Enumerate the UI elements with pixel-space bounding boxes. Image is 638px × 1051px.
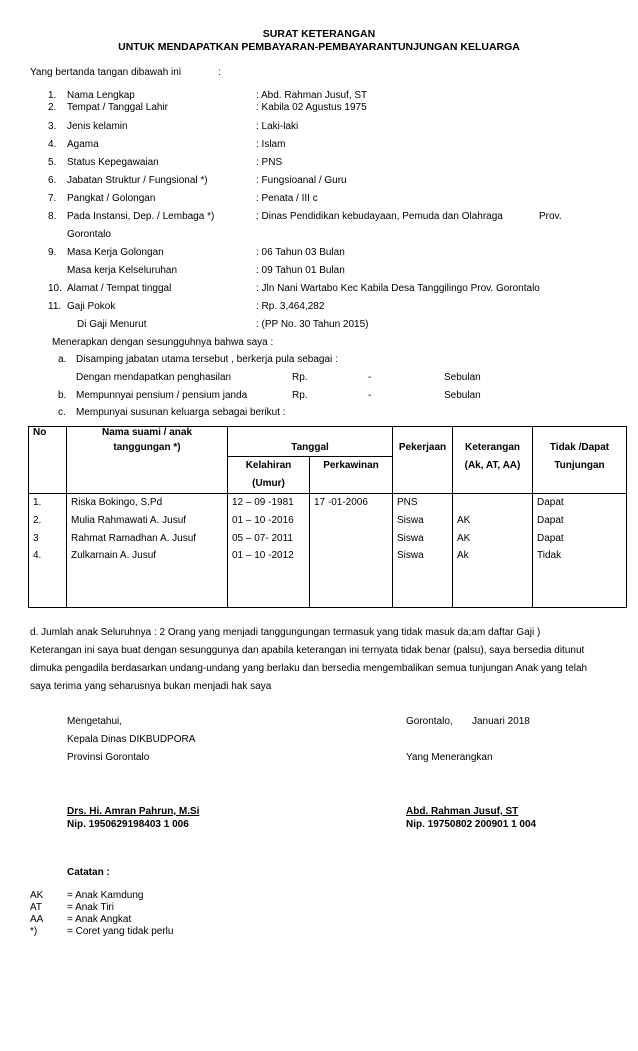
header-nama: Nama suami / anak [67,427,228,439]
item-per: Sebulan [444,372,481,383]
cell-kawin [310,512,393,530]
cell-dapat: Dapat [533,493,627,511]
sign-left-l2: Kepala Dinas DIKBUDPORA [67,734,196,745]
header-blank [29,457,67,475]
field-label: Masa Kerja Golongan [67,247,164,258]
cell-nama: Zulkarnain A. Jusuf [67,547,228,565]
field-value: : Jln Nani Wartabo Kec Kabila Desa Tanggilingo Prov. Gorontalo [256,283,540,294]
cell-lahir: 12 – 09 -1981 [228,493,310,511]
cell-empty [393,565,453,607]
intro-text: Yang bertanda tangan dibawah ini [30,67,182,78]
field-label: Agama [67,139,99,150]
header-blank [393,427,453,439]
field-no: 10. [48,283,62,294]
cell-lahir: 01 – 10 -2012 [228,547,310,565]
field-extra: Prov. [539,211,562,222]
item-text: Disamping jabatan utama tersebut , berkerja pula sebagai : [76,354,338,365]
field-no: 5. [48,157,57,168]
note-key: AK [30,890,44,901]
field-label: Status Kepegawaian [67,157,159,168]
intro-colon: : [218,67,221,78]
header-blank [533,427,627,439]
field-no: 3. [48,121,57,132]
note-key: AA [30,914,44,925]
cell-kerja: Siswa [393,530,453,548]
header-tanggal: Tanggal [228,439,393,457]
item-letter: c. [58,407,66,418]
item-rp: Rp. [292,372,308,383]
cell-ket: AK [453,512,533,530]
family-table [28,426,627,608]
field-value: : Penata / III c [256,193,318,204]
header-pekerjaan: Pekerjaan [393,439,453,457]
field-value: : Islam [256,139,286,150]
notes-title: Catatan : [67,867,110,878]
field-no: 7. [48,193,57,204]
cell-lahir: 01 – 10 -2016 [228,512,310,530]
field-value: : 09 Tahun 01 Bulan [256,265,345,276]
cell-kerja: Siswa [393,547,453,565]
field-value: : Dinas Pendidikan kebudayaan, Pemuda dan Olahraga [256,211,503,222]
cell-empty [228,565,310,607]
field-no: 4. [48,139,57,150]
header-kelahiran: Kelahiran [228,457,310,475]
table-row [29,493,627,511]
field-label: Pangkat / Golongan [67,193,156,204]
field-label: Tempat / Tanggal Lahir [67,102,168,113]
field-no: 11. [48,301,62,312]
cell-lahir: 05 – 07- 2011 [228,530,310,548]
header-blank [533,475,627,493]
header-keterangan2: (Ak, AT, AA) [453,457,533,475]
table-row-empty [29,565,627,607]
note-val: = Anak Tiri [67,902,114,913]
header-blank [29,475,67,493]
header-tidak: Tidak /Dapat [533,439,627,457]
field-no: 8. [48,211,57,222]
header-tanggal-space [228,427,393,439]
field-label: Jabatan Struktur / Fungsional *) [67,175,208,186]
field-label: Jenis kelamin [67,121,128,132]
note-key: AT [30,902,43,913]
field-label: Pada Instansi, Dep. / Lembaga *) [67,211,215,222]
note-val: = Anak Kamdung [67,890,144,901]
sign-left-l3: Provinsi Gorontalo [67,752,150,763]
sign-right-nip: Nip. 19750802 200901 1 004 [406,819,537,830]
item-dash: - [368,390,372,401]
field-no: 2. [48,102,57,113]
header-blank [29,439,67,457]
field-value: : PNS [256,157,283,168]
sign-right-name: Abd. Rahman Jusuf, ST [406,806,519,817]
header-blank [393,457,453,475]
header-umur: (Umur) [228,475,310,493]
field-label: Nama Lengkap [67,90,135,101]
header-blank [453,475,533,493]
cell-empty [310,565,393,607]
header-no: No [29,427,67,439]
table-row [29,512,627,530]
cell-dapat: Dapat [533,530,627,548]
statement-text: Menerapkan dengan sesungguhnya bahwa saya : [52,337,274,348]
cell-kawin: 17 -01-2006 [310,493,393,511]
field-value: : 06 Tahun 03 Bulan [256,247,345,258]
sign-right-l3: Yang Menerangkan [406,752,493,763]
cell-no: 2. [29,512,67,530]
sign-left-name: Drs. Hi. Amran Pahrun, M.Si [67,806,200,817]
item-text: Dengan mendapatkan penghasilan [76,372,232,383]
table-row [29,530,627,548]
header-keterangan: Keterangan [453,439,533,457]
cell-empty [67,565,228,607]
field-no: 1. [48,90,57,101]
header-nama2: tanggungan *) [67,439,228,457]
field-value: : Abd. Rahman Jusuf, ST [256,90,368,101]
field-label: Di Gaji Menurut [77,319,147,330]
field-no: 9. [48,247,57,258]
cell-dapat: Tidak [533,547,627,565]
header-blank [393,475,453,493]
para-line: saya terima yang seharusnya bukan menjadi hak saya [30,681,272,692]
cell-nama: Riska Bokingo, S.Pd [67,493,228,511]
item-text: Mempunnyai pensium / pensium janda [76,390,248,401]
cell-kerja: Siswa [393,512,453,530]
field-label: Gaji Pokok [67,301,116,312]
field-value: : (PP No. 30 Tahun 2015) [256,319,369,330]
para-line: Keterangan ini saya buat dengan sesunggunya dan apabila keterangan ini ternyata tidak benar (palsu), saya bersedia ditunut [30,645,585,656]
doc-title: SURAT KETERANGAN [262,28,376,40]
header-blank [67,475,228,493]
field-value: : Laki-laki [256,121,299,132]
table-row [29,547,627,565]
cell-no: 3 [29,530,67,548]
header-blank [310,475,393,493]
item-letter: b. [58,390,67,401]
cell-ket: Ak [453,547,533,565]
cell-kerja: PNS [393,493,453,511]
cell-empty [533,565,627,607]
field-label: Gorontalo [67,229,111,240]
note-val: = Coret yang tidak perlu [67,926,174,937]
cell-empty [29,565,67,607]
item-dash: - [368,372,372,383]
cell-nama: Mulia Rahmawati A. Jusuf [67,512,228,530]
note-key: *) [30,926,38,937]
cell-no: 4. [29,547,67,565]
doc-subtitle: UNTUK MENDAPATKAN PEMBAYARAN-PEMBAYARANTUNJUNGAN KELUARGA [118,41,520,53]
item-text: Mempunyai susunan keluarga sebagai berikut : [76,407,286,418]
field-label: Alamat / Tempat tinggal [67,283,172,294]
cell-kawin [310,547,393,565]
cell-dapat: Dapat [533,512,627,530]
header-perkawinan: Perkawinan [310,457,393,475]
field-value: : Rp. 3,464,282 [256,301,325,312]
cell-ket [453,493,533,511]
item-rp: Rp. [292,390,308,401]
header-tidak2: Tunjungan [533,457,627,475]
sign-right-place: Gorontalo, [406,716,453,727]
cell-nama: Rahmat Ramadhan A. Jusuf [67,530,228,548]
field-value: : Fungsioanal / Guru [256,175,347,186]
sign-left-nip: Nip. 1950629198403 1 006 [67,819,189,830]
item-per: Sebulan [444,390,481,401]
cell-ket: AK [453,530,533,548]
cell-no: 1. [29,493,67,511]
field-label: Masa kerja Kelseluruhan [67,265,178,276]
cell-empty [453,565,533,607]
field-no: 6. [48,175,57,186]
note-val: = Anak Angkat [67,914,132,925]
item-letter: a. [58,354,67,365]
sign-right-date: Januari 2018 [472,716,530,727]
field-value: : Kabila 02 Agustus 1975 [256,102,367,113]
sign-left-l1: Mengetahui, [67,716,123,727]
header-blank [453,427,533,439]
cell-kawin [310,530,393,548]
para-d: d. Jumlah anak Seluruhnya : 2 Orang yang menjadi tanggungungan termasuk yang tidak masuk da;am daftar Gaji ) [30,627,541,638]
header-blank [67,457,228,475]
para-line: dimuka pengadila berdasarkan undang-undang yang berlaku dan bersedia mengembalikan semua tunjungan Anak yang telah [30,663,588,674]
